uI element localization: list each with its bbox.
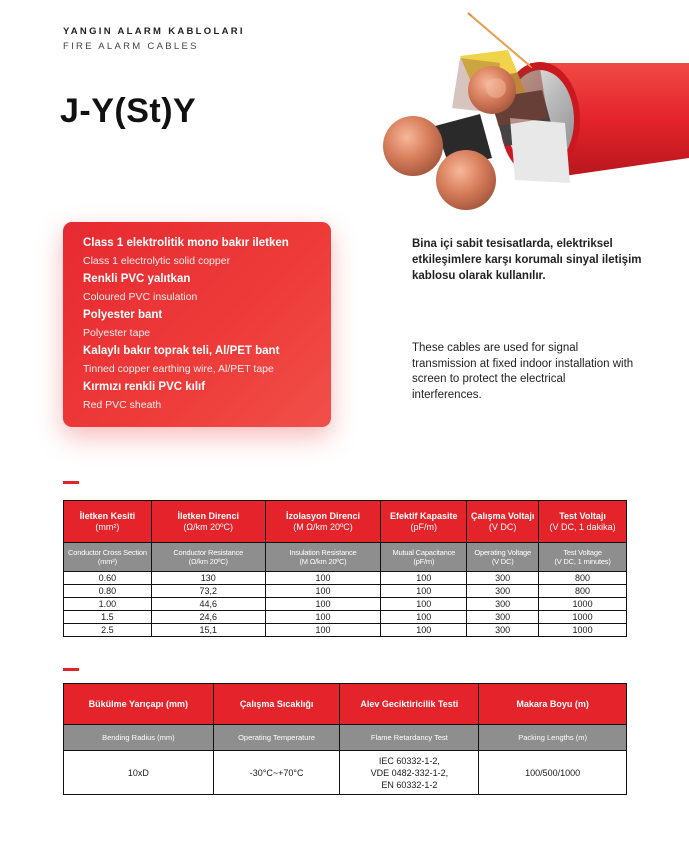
feature-en: Tinned copper earthing wire, Al/PET tape	[83, 363, 274, 375]
feature-item	[83, 236, 321, 269]
cell-operating-voltage: 300	[467, 611, 539, 624]
feature-item	[83, 272, 321, 305]
cell-insulation: 100	[265, 624, 381, 637]
feature-tr: Class 1 elektrolitik mono bakır iletken	[83, 237, 289, 249]
cell-test-voltage: 800	[539, 585, 627, 598]
feature-en: Coloured PVC insulation	[83, 291, 198, 303]
mechanical-properties-table	[63, 683, 627, 795]
table-header-row-en	[64, 725, 627, 751]
cell-capacitance: 100	[381, 585, 467, 598]
description-tr: Bina içi sabit tesisatlarda, elektriksel etkileşimlere karşı korumalı sinyal iletişim kablosu olarak kullanılır.	[412, 238, 642, 282]
feature-tr: Renkli PVC yalıtkan	[83, 273, 191, 285]
feature-tr: Kalaylı bakır toprak teli, Al/PET bant	[83, 345, 280, 357]
header-cell: İletken Direnci (Ω/km 20ºC)	[151, 501, 265, 543]
table-row	[64, 751, 627, 795]
header-cell: Conductor Cross Section (mm²)	[64, 543, 152, 572]
cell-cross-section: 1.5	[64, 611, 152, 624]
cell-insulation: 100	[265, 585, 381, 598]
cell-cross-section: 1.00	[64, 598, 152, 611]
cell-insulation: 100	[265, 572, 381, 585]
cell-cross-section: 0.80	[64, 585, 152, 598]
category-title-tr: YANGIN ALARM KABLOLARI	[63, 26, 245, 37]
cell-insulation: 100	[265, 598, 381, 611]
description-en: These cables are used for signal transmission at fixed indoor installation with screen to protect the electrical interferences.	[412, 342, 634, 401]
cell-resistance: 44,6	[151, 598, 265, 611]
table-row	[64, 624, 627, 637]
category-title-en: FIRE ALARM CABLES	[63, 41, 199, 52]
header-cell: Efektif Kapasite (pF/m)	[381, 501, 467, 543]
cell-resistance: 73,2	[151, 585, 265, 598]
electrical-properties-table	[63, 500, 627, 637]
feature-en: Class 1 electrolytic solid copper	[83, 255, 231, 267]
header-cell: İzolasyon Direnci (M Ω/km 20ºC)	[265, 501, 381, 543]
cell-operating-voltage: 300	[467, 585, 539, 598]
cell-bending-radius: 10xD	[64, 751, 214, 795]
header-cell: Packing Lengths (m)	[479, 725, 627, 751]
features-box	[63, 222, 331, 427]
table-row	[64, 585, 627, 598]
feature-item	[83, 380, 321, 413]
header-cell: Alev Geciktiricilik Testi	[340, 684, 479, 725]
cell-operating-voltage: 300	[467, 572, 539, 585]
cell-operating-voltage: 300	[467, 624, 539, 637]
table-header-row-tr	[64, 501, 627, 543]
header-cell: Flame Retardancy Test	[340, 725, 479, 751]
cell-operating-temperature: -30°C~+70°C	[213, 751, 340, 795]
cell-test-voltage: 1000	[539, 611, 627, 624]
header-cell: Bending Radius (mm)	[64, 725, 214, 751]
cell-cross-section: 2.5	[64, 624, 152, 637]
cell-test-voltage: 1000	[539, 598, 627, 611]
section-marker	[63, 668, 79, 671]
feature-item	[83, 344, 321, 377]
header-cell: Operating Temperature	[213, 725, 340, 751]
table-header-row-tr	[64, 684, 627, 725]
cell-resistance: 130	[151, 572, 265, 585]
header-cell: Makara Boyu (m)	[479, 684, 627, 725]
feature-en: Red PVC sheath	[83, 399, 162, 411]
cell-capacitance: 100	[381, 572, 467, 585]
header-cell: Conductor Resistance (Ω/km 20ºC)	[151, 543, 265, 572]
feature-item	[83, 308, 321, 341]
table-row	[64, 611, 627, 624]
header-cell: Insulation Resistance (M Ω/km 20ºC)	[265, 543, 381, 572]
feature-en: Polyester tape	[83, 327, 151, 339]
feature-tr: Polyester bant	[83, 309, 163, 321]
table-row	[64, 572, 627, 585]
cell-capacitance: 100	[381, 611, 467, 624]
product-name: J-Y(St)Y	[60, 92, 197, 130]
cell-packing-lengths: 100/500/1000	[479, 751, 627, 795]
cable-illustration	[380, 8, 689, 218]
header-cell: Test Voltage (V DC, 1 minutes)	[539, 543, 627, 572]
cell-test-voltage: 1000	[539, 624, 627, 637]
cell-insulation: 100	[265, 611, 381, 624]
section-marker	[63, 481, 79, 484]
header-cell: Bükülme Yarıçapı (mm)	[64, 684, 214, 725]
header-cell: Test Voltajı (V DC, 1 dakika)	[539, 501, 627, 543]
header-cell: Çalışma Voltajı (V DC)	[467, 501, 539, 543]
cell-resistance: 24,6	[151, 611, 265, 624]
cell-cross-section: 0.60	[64, 572, 152, 585]
cell-capacitance: 100	[381, 624, 467, 637]
table-row	[64, 598, 627, 611]
cell-operating-voltage: 300	[467, 598, 539, 611]
cell-test-voltage: 800	[539, 572, 627, 585]
header-cell: Operating Voltage (V DC)	[467, 543, 539, 572]
table-header-row-en	[64, 543, 627, 572]
header-cell: Çalışma Sıcaklığı	[213, 684, 340, 725]
cell-resistance: 15,1	[151, 624, 265, 637]
cell-flame-tests: IEC 60332-1-2, VDE 0482-332-1-2, EN 60332-1-2	[340, 751, 479, 795]
header-cell: İletken Kesiti (mm²)	[64, 501, 152, 543]
header-cell: Mutual Capacitance (pF/m)	[381, 543, 467, 572]
feature-tr: Kırmızı renkli PVC kılıf	[83, 381, 206, 393]
cell-capacitance: 100	[381, 598, 467, 611]
